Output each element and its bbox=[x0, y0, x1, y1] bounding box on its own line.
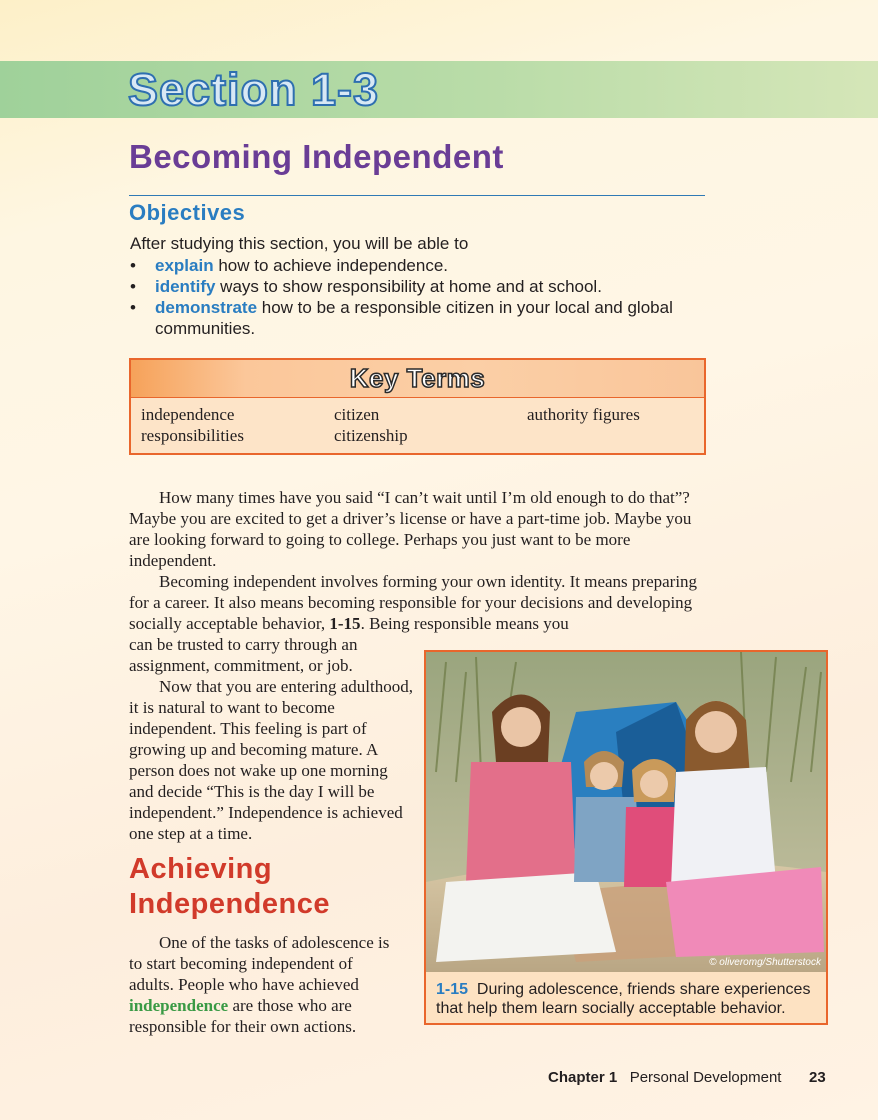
paragraph-text: Now that you are entering adulthood, it is natural to want to become independent. This feeling is part of growing up and becoming mature. A person does not wake up one morning and decide “This is the day I will be independent.” Independence is achieved one step at a time. bbox=[129, 677, 413, 843]
page-footer bbox=[548, 1069, 828, 1086]
objective-text: how to be a responsible citizen in your local and global communities. bbox=[155, 298, 673, 338]
objectives-list bbox=[130, 255, 710, 339]
paragraph-text: How many times have you said “I can’t wait until I’m old enough to do that”? Maybe you are excited to get a driver’s license or have a part-time job. Maybe you are looking forward to going to college. Perhaps you just want to be more independent. bbox=[129, 488, 692, 570]
objective-text: ways to show responsibility at home and at school. bbox=[215, 277, 602, 296]
objectives-intro: After studying this section, you will be able to bbox=[130, 234, 469, 253]
page-number: 23 bbox=[809, 1069, 826, 1086]
bullet-icon: • bbox=[130, 298, 136, 317]
photo-illustration bbox=[426, 652, 826, 973]
body-paragraph bbox=[129, 571, 707, 634]
objective-item bbox=[130, 276, 710, 297]
key-term: responsibilities bbox=[141, 426, 244, 445]
paragraph-text: . Being responsible means you bbox=[360, 614, 569, 633]
footer-title: Personal Development bbox=[629, 1069, 782, 1086]
paragraph-text: One of the tasks of adolescence is to start becoming independent of adults. People who have achieved bbox=[129, 933, 390, 994]
bullet-icon: • bbox=[130, 256, 136, 275]
objective-keyword: demonstrate bbox=[155, 298, 258, 317]
key-term: independence bbox=[141, 405, 235, 424]
body-paragraph bbox=[129, 932, 399, 1037]
key-term-highlight: independence bbox=[129, 996, 229, 1015]
figure-photo bbox=[424, 650, 828, 975]
key-term: authority figures bbox=[527, 405, 640, 424]
section-heading: Achieving Independence bbox=[129, 853, 330, 920]
objective-keyword: identify bbox=[155, 277, 216, 296]
objectives-heading: Objectives bbox=[129, 200, 246, 225]
body-paragraph bbox=[129, 676, 414, 844]
caption-body: During adolescence, friends share experiences that help them learn socially acceptable behavior. bbox=[436, 981, 811, 1017]
footer-chapter: Chapter 1 bbox=[548, 1069, 618, 1086]
objective-item bbox=[130, 255, 710, 276]
bullet-icon: • bbox=[130, 277, 136, 296]
objective-text: how to achieve independence. bbox=[213, 256, 448, 275]
key-term: citizen bbox=[334, 405, 380, 424]
figure-caption bbox=[424, 972, 828, 1025]
objective-keyword: explain bbox=[155, 256, 214, 275]
paragraph-text: are those who are responsible for their own actions. bbox=[129, 996, 357, 1036]
paragraph-text: Becoming independent involves forming your own identity. It means preparing for a career. It also means becoming responsible for your decisions and developing socially acceptable behavior, bbox=[129, 572, 698, 633]
photo-credit: © oliveromg/Shutterstock bbox=[709, 957, 821, 968]
key-terms-title: Key Terms bbox=[349, 363, 486, 393]
caption-text bbox=[436, 980, 821, 1018]
key-term: citizenship bbox=[334, 426, 408, 445]
page-title: Becoming Independent bbox=[129, 138, 504, 175]
section-label: Section 1-3 bbox=[128, 64, 380, 115]
objectives-divider bbox=[129, 195, 705, 196]
objective-item bbox=[130, 297, 710, 339]
caption-number: 1-15 bbox=[436, 981, 469, 998]
key-terms-box bbox=[129, 358, 706, 455]
figure-reference: 1-15 bbox=[329, 614, 361, 633]
body-paragraph bbox=[129, 487, 707, 571]
body-paragraph-continued: can be trusted to carry through an assignment, commitment, or job. bbox=[129, 635, 358, 675]
